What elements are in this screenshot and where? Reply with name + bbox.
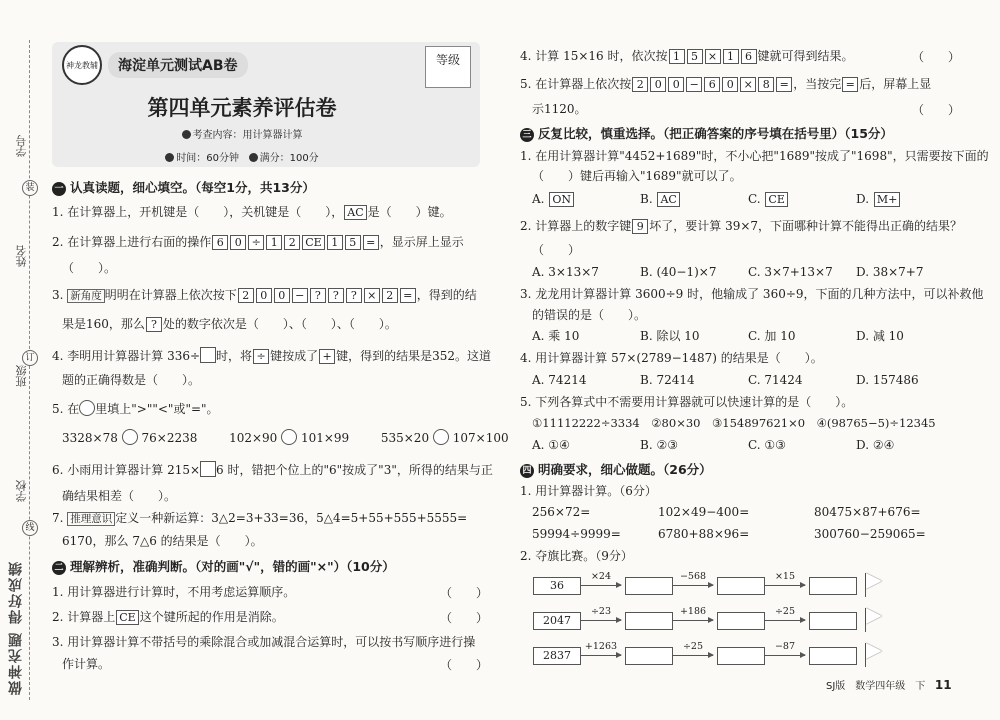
calculator-key: 6 bbox=[704, 77, 720, 92]
s1-q4-e: 题的正确得数是（ ）。 bbox=[62, 373, 201, 387]
grade-box[interactable] bbox=[425, 46, 471, 88]
footer bbox=[826, 677, 952, 692]
section-1-number: 一 bbox=[52, 182, 66, 196]
flag-icon bbox=[866, 573, 882, 589]
s1-q6-b: 6 时，错把个位上的"6"按成了"3"，所得的结果与正 bbox=[216, 463, 493, 477]
s2-q1: 1. 用计算器进行计算时，不用考虑运算顺序。 bbox=[52, 585, 296, 599]
calc-4: 59994÷9999= bbox=[532, 527, 621, 541]
mark-zhuang: 装 bbox=[22, 180, 38, 196]
calculator-key: 5 bbox=[687, 49, 703, 64]
tag-new-angle: 新角度 bbox=[67, 289, 105, 303]
s2-q3b: 作计算。 bbox=[62, 657, 111, 671]
section-3-title-text: 反复比较，慎重选择。（把正确答案的序号填在括号里）（15分） bbox=[538, 126, 893, 141]
slogan: 做神充题 得好成绩 bbox=[8, 560, 24, 695]
page-number: 11 bbox=[934, 678, 952, 692]
arrow-icon bbox=[673, 585, 713, 586]
logo: 神龙教辅 bbox=[62, 45, 102, 85]
compare-circle-3[interactable] bbox=[433, 429, 449, 445]
s1-q7: 7. 推理意识 定义一种新运算：3△2=3+33=36，5△4=5+55+555+5555= bbox=[52, 511, 468, 525]
s1-q1-a: 1. 在计算器上，开机键是（ ），关机键是（ ）， bbox=[52, 205, 344, 219]
s3-q3-opt-c[interactable]: C. 加 10 bbox=[748, 329, 796, 343]
s2-q2 bbox=[52, 609, 284, 625]
opt-label: D. bbox=[856, 192, 870, 206]
opt-label: C. bbox=[748, 192, 761, 206]
calculator-key: = bbox=[776, 77, 792, 92]
s1-q3-a: 明明在计算器上依次按下 bbox=[104, 288, 237, 302]
chain-start-box: 2837 bbox=[533, 647, 581, 665]
chain-answer-box[interactable] bbox=[717, 612, 765, 630]
s3-q4-opt-b[interactable]: B. 72414 bbox=[640, 373, 695, 387]
mark-ding: 订 bbox=[22, 350, 38, 366]
s3-q2-opt-b[interactable]: B. (40−1)×7 bbox=[640, 265, 717, 279]
s1-q6-c: 确结果相差（ ）。 bbox=[62, 489, 177, 503]
calculator-key: 0 bbox=[230, 235, 246, 250]
key-divide: ÷ bbox=[253, 349, 269, 364]
s2-q4 bbox=[520, 48, 854, 64]
calculator-key: 6 bbox=[212, 235, 228, 250]
key-ac: AC bbox=[344, 205, 366, 220]
brand-title: 海淀单元测试AB卷 bbox=[108, 52, 248, 78]
s2-q2-a: 2. 计算器上 bbox=[52, 610, 116, 624]
s2-q3a: 3. 用计算器计算不带括号的乘除混合或加减混合运算时，可以按书写顺序进行操 bbox=[52, 635, 476, 649]
s1-q5-b: 里填上">""<"或"="。 bbox=[95, 402, 219, 416]
calculator-key: 1 bbox=[669, 49, 685, 64]
calculator-key: 2 bbox=[632, 77, 648, 92]
blank-box[interactable] bbox=[200, 347, 216, 363]
label-xingming: 姓名 bbox=[15, 245, 28, 267]
s3-q1b: （ ）键后再输入"1689"就可以了。 bbox=[532, 169, 742, 183]
chain-answer-box[interactable] bbox=[625, 577, 673, 595]
s3-q2-a: 2. 计算器上的数字键 bbox=[520, 219, 632, 233]
brand bbox=[62, 48, 248, 82]
cmp-2b: 101×99 bbox=[300, 431, 350, 445]
opt-label: B. bbox=[640, 192, 653, 206]
label-xuehao: 学号 bbox=[15, 135, 28, 157]
s3-q2c: （ ） bbox=[532, 243, 581, 257]
key-plus: + bbox=[319, 349, 335, 364]
s1-q2-c: （ ）。 bbox=[62, 261, 117, 275]
calc-1: 256×72= bbox=[532, 505, 591, 519]
calculator-key: 6 bbox=[741, 49, 757, 64]
opt-label: A. bbox=[532, 192, 545, 206]
chain-answer-box[interactable] bbox=[625, 612, 673, 630]
s2-q5-c: 后，屏幕上显 bbox=[859, 77, 932, 91]
s2-q5-a: 5. 在计算器上依次按 bbox=[520, 77, 632, 91]
s3-q1-opt-c[interactable] bbox=[748, 191, 789, 207]
s1-q3-keys bbox=[237, 288, 417, 302]
s1-q7-b: 6170，那么 7△6 的结果是（ ）。 bbox=[62, 534, 263, 548]
cmp-3b: 107×100 bbox=[452, 431, 509, 445]
s4-q2: 2. 夺旗比赛。（9分） bbox=[520, 549, 633, 563]
s2-q2-b: 这个键所起的作用是消除。 bbox=[139, 610, 284, 624]
calc-5: 6780+88×96= bbox=[658, 527, 750, 541]
chain-operation: ×15 bbox=[774, 571, 796, 582]
chain-start-box: 2047 bbox=[533, 612, 581, 630]
calculator-key: ÷ bbox=[248, 235, 264, 250]
chain-operation: ÷25 bbox=[774, 606, 796, 617]
s4-q1: 1. 用计算器计算。（6分） bbox=[520, 484, 657, 498]
s1-q3-b: ，得到的结 bbox=[416, 288, 477, 302]
flag-icon bbox=[866, 608, 882, 624]
tag-reasoning: 推理意识 bbox=[67, 512, 115, 526]
s1-q1 bbox=[52, 204, 452, 220]
answer-paren-5[interactable]: （ ） bbox=[912, 103, 961, 117]
s1-q4-d: 键，得到的结果是352。这道 bbox=[336, 349, 491, 363]
calculator-key: − bbox=[686, 77, 702, 92]
label-banji: 班级 bbox=[15, 365, 28, 387]
calculator-key: × bbox=[740, 77, 756, 92]
grade-label: 等级 bbox=[435, 53, 460, 67]
s1-q4-c: 键按成了 bbox=[270, 349, 319, 363]
s3-q1a: 1. 在用计算器计算"4452+1689"时，不小心把"1689"按成了"1698"，只需要按下面的 bbox=[520, 149, 989, 163]
s1-q1-b: 是（ ）键。 bbox=[367, 205, 452, 219]
s1-q3-line2 bbox=[62, 316, 397, 332]
section-4-number: 四 bbox=[520, 464, 534, 478]
arrow-icon bbox=[765, 620, 805, 621]
key-on: ON bbox=[549, 192, 574, 207]
arrow-icon bbox=[581, 620, 621, 621]
calculator-key: 0 bbox=[722, 77, 738, 92]
chain-answer-box[interactable] bbox=[717, 577, 765, 595]
blank-box-2[interactable] bbox=[200, 461, 216, 477]
arrow-icon bbox=[673, 655, 713, 656]
section-2-title bbox=[52, 557, 395, 575]
exam-score: 满分：100分 bbox=[259, 153, 319, 164]
exam-content-text: 考查内容：用计算器计算 bbox=[192, 130, 303, 141]
calculator-key: 0 bbox=[256, 288, 272, 303]
calculator-key: 1 bbox=[723, 49, 739, 64]
exam-meta bbox=[52, 149, 432, 164]
calc-6: 300760−259065= bbox=[814, 527, 926, 541]
s1-q2-b: ，显示屏上显示 bbox=[379, 235, 464, 249]
key-question: ? bbox=[146, 317, 162, 332]
chain-operation: ×24 bbox=[590, 571, 612, 582]
s1-q6-a: 6. 小雨用计算器计算 215× bbox=[52, 463, 201, 477]
calculator-key: 1 bbox=[266, 235, 282, 250]
compare-circle[interactable] bbox=[79, 400, 95, 416]
answer-paren-3[interactable]: （ ） bbox=[440, 658, 489, 672]
s3-q3-opt-a[interactable]: A. 乘 10 bbox=[532, 329, 580, 343]
s3-q5-opt-a[interactable]: A. ①④ bbox=[532, 438, 570, 452]
calculator-key: × bbox=[705, 49, 721, 64]
s3-q1-opt-d[interactable] bbox=[856, 191, 901, 207]
calculator-key: = bbox=[400, 288, 416, 303]
clock-icon bbox=[165, 153, 174, 162]
chain-answer-box[interactable] bbox=[809, 612, 857, 630]
calculator-key: 5 bbox=[345, 235, 361, 250]
chain-operation: ÷25 bbox=[682, 641, 704, 652]
key-mplus: M+ bbox=[874, 192, 900, 207]
s1-q5 bbox=[52, 400, 219, 417]
calculator-key: 0 bbox=[274, 288, 290, 303]
calculator-key: 8 bbox=[758, 77, 774, 92]
s3-q3-opt-d[interactable]: D. 减 10 bbox=[856, 329, 904, 343]
s1-q3-d: 处的数字依次是（ ）、（ ）、（ ）。 bbox=[162, 317, 397, 331]
check-icon bbox=[249, 153, 258, 162]
page-title: 第四单元素养评估卷 bbox=[147, 96, 337, 120]
key-ce: CE bbox=[116, 610, 138, 625]
chain-operation: +1263 bbox=[584, 641, 618, 652]
arrow-icon bbox=[581, 655, 621, 656]
s3-q2-opt-c[interactable]: C. 3×7+13×7 bbox=[748, 265, 833, 279]
s3-q5-opt-d[interactable]: D. ②④ bbox=[856, 438, 895, 452]
s1-q7-a: 定义一种新运算：3△2=3+33=36，5△4=5+55+555+5555= bbox=[115, 511, 468, 525]
chain-operation: −87 bbox=[774, 641, 796, 652]
edition: SJ版 数学四年级 下 bbox=[826, 681, 926, 692]
calculator-key: = bbox=[363, 235, 379, 250]
s3-q4-opt-c[interactable]: C. 71424 bbox=[748, 373, 803, 387]
calculator-key: 0 bbox=[650, 77, 666, 92]
calculator-key: 2 bbox=[382, 288, 398, 303]
calculator-key: ? bbox=[346, 288, 362, 303]
calculator-key: − bbox=[292, 288, 308, 303]
s3-q2 bbox=[520, 218, 962, 234]
calculator-key: 2 bbox=[238, 288, 254, 303]
search-icon bbox=[182, 130, 191, 139]
s3-q3b: 的错误的是（ ）。 bbox=[532, 308, 647, 322]
section-3-number: 三 bbox=[520, 128, 534, 142]
s3-q1-opt-a[interactable] bbox=[532, 191, 575, 207]
mark-xian: 线 bbox=[22, 520, 38, 536]
s1-q3: 3. 新角度 明明在计算器上依次按下 2 0 0 − ? ? ? × 2 = ，得到的结 bbox=[52, 288, 477, 302]
section-2-number: 二 bbox=[52, 561, 66, 575]
compare-circle-2[interactable] bbox=[281, 429, 297, 445]
section-4-title-text: 明确要求，细心做题。（26分） bbox=[538, 462, 712, 477]
s3-q5-opt-c[interactable]: C. ①③ bbox=[748, 438, 786, 452]
chain-answer-box[interactable] bbox=[717, 647, 765, 665]
s3-q5-opt-b[interactable]: B. ②③ bbox=[640, 438, 678, 452]
s2-q5-keys bbox=[631, 77, 793, 91]
s3-q2-opt-a[interactable]: A. 3×13×7 bbox=[532, 265, 599, 279]
calculator-key: 2 bbox=[284, 235, 300, 250]
calc-2: 102×49−400= bbox=[658, 505, 750, 519]
chain-operation: −568 bbox=[679, 571, 707, 582]
calculator-key: ? bbox=[328, 288, 344, 303]
s1-q4-b: 时，将 bbox=[216, 349, 253, 363]
chain-operation: ÷23 bbox=[590, 606, 612, 617]
s3-q5a: 5. 下列各算式中不需要用计算器就可以快速计算的是（ ）。 bbox=[520, 395, 854, 409]
s1-q2-a: 2. 在计算器上进行右面的操作 bbox=[52, 235, 212, 249]
s3-q5-items: ①11112222÷3334 ②80×30 ③154897621×0 ④(98765−5)÷12345 bbox=[532, 416, 936, 430]
section-1-title bbox=[52, 178, 315, 196]
section-4-title bbox=[520, 460, 712, 478]
cmp-1a: 3328×78 bbox=[62, 431, 118, 445]
chain-start-box: 36 bbox=[533, 577, 581, 595]
flag-icon bbox=[866, 643, 882, 659]
s1-q4-a: 4. 李明用计算器计算 336÷ bbox=[52, 349, 201, 363]
section-2-title-text: 理解辨析，准确判断。（对的画"√"，错的画"×"）（10分） bbox=[70, 559, 395, 574]
exam-time: 时间：60分钟 bbox=[176, 153, 240, 164]
calc-3: 80475×87+676= bbox=[814, 505, 921, 519]
s3-q3-opt-b[interactable]: B. 除以 10 bbox=[640, 329, 700, 343]
s2-q4-a: 4. 计算 15×16 时，依次按 bbox=[520, 49, 668, 63]
arrow-icon bbox=[673, 620, 713, 621]
key-ce-opt: CE bbox=[765, 192, 787, 207]
s2-q5 bbox=[520, 76, 931, 92]
s3-q4-opt-d[interactable]: D. 157486 bbox=[856, 373, 919, 387]
s2-q5-b: ，当按完 bbox=[793, 77, 842, 91]
answer-paren-1[interactable]: （ ） bbox=[440, 586, 489, 600]
s1-q5-a: 5. 在 bbox=[52, 402, 80, 416]
s3-q4a: 4. 用计算器计算 57×(2789−1487) 的结果是（ ）。 bbox=[520, 351, 823, 365]
calculator-key: CE bbox=[302, 235, 324, 250]
section-3-title bbox=[520, 124, 893, 142]
section-1-title-text: 认真读题，细心填空。（每空1分，共13分） bbox=[70, 180, 315, 195]
s1-q6 bbox=[52, 461, 493, 478]
key-ac-opt: AC bbox=[657, 192, 679, 207]
s2-q4-b: 键就可得到结果。 bbox=[757, 49, 854, 63]
exam-content bbox=[52, 126, 432, 141]
cmp-1b: 76×2238 bbox=[141, 431, 198, 445]
compare-circle-1[interactable] bbox=[122, 429, 138, 445]
s1-q4 bbox=[52, 347, 491, 364]
label-xuexiao: 学校 bbox=[15, 480, 28, 502]
key-equals: = bbox=[842, 77, 858, 92]
arrow-icon bbox=[765, 585, 805, 586]
s2-q4-keys bbox=[668, 49, 758, 63]
calculator-key: ? bbox=[310, 288, 326, 303]
cmp-2a: 102×90 bbox=[229, 431, 278, 445]
chain-answer-box[interactable] bbox=[625, 647, 673, 665]
chain-answer-box[interactable] bbox=[809, 647, 857, 665]
s1-q2 bbox=[52, 234, 464, 250]
answer-paren-4[interactable]: （ ） bbox=[912, 50, 961, 64]
key-nine: 9 bbox=[632, 219, 648, 234]
cmp-3a: 535×20 bbox=[380, 431, 430, 445]
s1-q5-items bbox=[62, 429, 509, 446]
arrow-icon bbox=[765, 655, 805, 656]
s3-q3a: 3. 龙龙用计算器计算 3600÷9 时，他输成了 360÷9，下面的几种方法中，可以补救他 bbox=[520, 287, 984, 301]
chain-operation: +186 bbox=[679, 606, 707, 617]
answer-paren-2[interactable]: （ ） bbox=[440, 611, 489, 625]
s3-q4-opt-a[interactable]: A. 74214 bbox=[532, 373, 587, 387]
arrow-icon bbox=[581, 585, 621, 586]
s3-q2-opt-d[interactable]: D. 38×7+7 bbox=[856, 265, 924, 279]
calculator-key: 1 bbox=[327, 235, 343, 250]
s2-q5d: 示1120。 bbox=[532, 102, 587, 116]
calculator-key: × bbox=[364, 288, 380, 303]
s3-q2-b: 坏了，要计算 39×7，下面哪种计算不能得出正确的结果？ bbox=[649, 219, 963, 233]
chain-answer-box[interactable] bbox=[809, 577, 857, 595]
calculator-key: 0 bbox=[668, 77, 684, 92]
s1-q2-keys bbox=[211, 235, 379, 249]
s3-q1-opt-b[interactable] bbox=[640, 191, 681, 207]
s1-q3-c: 果是160，那么 bbox=[62, 317, 145, 331]
